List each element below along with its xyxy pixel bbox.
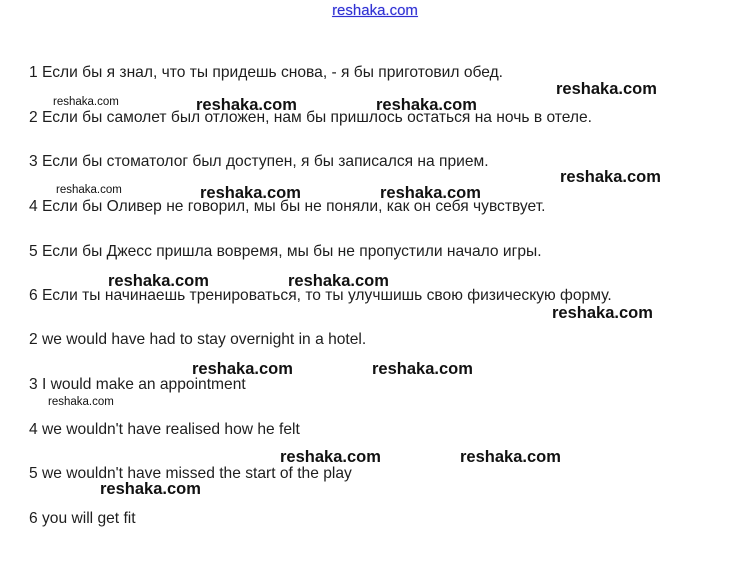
watermark: reshaka.com	[460, 448, 561, 466]
watermark: reshaka.com	[280, 448, 381, 466]
site-header-link[interactable]: reshaka.com	[332, 2, 418, 19]
text-line-3: 3 Если бы стоматолог был доступен, я бы записался на прием.	[29, 153, 489, 170]
answer-line-3: 3 I would make an appointment	[29, 376, 246, 393]
watermark: reshaka.com	[552, 304, 653, 322]
watermark: reshaka.com	[108, 272, 209, 290]
watermark: reshaka.com	[200, 184, 301, 202]
watermark: reshaka.com	[556, 80, 657, 98]
watermark: reshaka.com	[100, 480, 201, 498]
watermark: reshaka.com	[376, 96, 477, 114]
watermark: reshaka.com	[560, 168, 661, 186]
watermark: reshaka.com	[196, 96, 297, 114]
watermark: reshaka.com	[192, 360, 293, 378]
text-line-6: 6 Если ты начинаешь тренироваться, то ты улучшишь свою физическую форму.	[29, 287, 612, 304]
watermark: reshaka.com	[380, 184, 481, 202]
watermark: reshaka.com	[372, 360, 473, 378]
watermark: reshaka.com	[56, 184, 122, 196]
text-line-1: 1 Если бы я знал, что ты придешь снова, - я бы приготовил обед.	[29, 64, 504, 81]
text-line-2: 2 Если бы самолет был отложен, нам бы пришлось остаться на ночь в отеле.	[29, 109, 593, 126]
answer-line-5: 5 we wouldn't have missed the start of the play	[29, 465, 352, 482]
watermark: reshaka.com	[48, 396, 114, 408]
answer-line-2: 2 we would have had to stay overnight in a hotel.	[29, 331, 367, 348]
watermark: reshaka.com	[288, 272, 389, 290]
text-line-5: 5 Если бы Джесс пришла вовремя, мы бы не пропустили начало игры.	[29, 243, 542, 260]
watermark: reshaka.com	[53, 96, 119, 108]
answer-line-6: 6 you will get fit	[29, 510, 136, 527]
answer-line-4: 4 we wouldn't have realised how he felt	[29, 421, 300, 438]
text-line-4: 4 Если бы Оливер не говорил, мы бы не поняли, как он себя чувствует.	[29, 198, 546, 215]
